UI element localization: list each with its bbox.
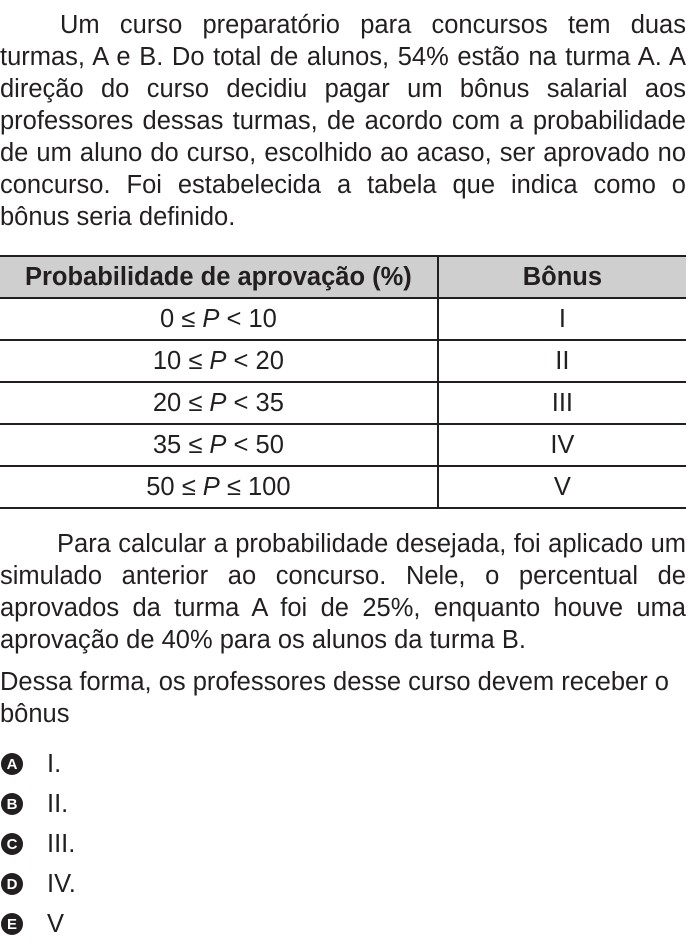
option-d[interactable] [0, 864, 686, 904]
context-paragraph: Para calcular a probabilidade desejada, foi aplicado um simulado anterior ao concurso. Nele, o percentual de aprovados da turma A foi de 25%, enquanto houve uma aprovação de 40% para os alunos da turma B. [0, 530, 686, 654]
option-e[interactable] [0, 904, 686, 944]
answer-options [0, 744, 686, 944]
table-row [0, 298, 686, 340]
bonus-cell: V [438, 466, 686, 508]
probability-range-cell: 50 ≤ P ≤ 100 [0, 466, 438, 508]
probability-range-cell: 10 ≤ P < 20 [0, 340, 438, 382]
header-probability: Probabilidade de aprovação (%) [0, 256, 438, 298]
option-b-text: II. [47, 789, 69, 818]
table-row [0, 382, 686, 424]
table-row [0, 340, 686, 382]
header-bonus: Bônus [438, 256, 686, 298]
table-row [0, 424, 686, 466]
option-b[interactable] [0, 784, 686, 824]
bonus-cell: I [438, 298, 686, 340]
bonus-cell: III [438, 382, 686, 424]
option-c-letter-icon: C [1, 833, 23, 855]
option-a[interactable] [0, 744, 686, 784]
option-e-text: V [47, 909, 65, 938]
option-c-text: III. [47, 829, 76, 858]
option-c[interactable] [0, 824, 686, 864]
option-d-text: IV. [47, 869, 76, 898]
option-d-letter-icon: D [1, 873, 23, 895]
option-a-text: I. [47, 749, 62, 778]
table-header-row [0, 256, 686, 298]
option-a-letter-icon: A [1, 753, 23, 775]
question-prompt: Dessa forma, os professores desse curso devem receber o bônus [0, 668, 669, 728]
bonus-cell: II [438, 340, 686, 382]
probability-range-cell: 35 ≤ P < 50 [0, 424, 438, 466]
intro-paragraph: Um curso preparatório para concursos tem duas turmas, A e B. Do total de alunos, 54% estão na turma A. A direção do curso decidiu pagar um bônus salarial aos professores dessas turmas, de acordo com a probabilidade de um aluno do curso, escolhido ao acaso, ser aprovado no concurso. Foi estabelecida a tabela que indica como o bônus seria definido. [0, 11, 686, 231]
bonus-table [0, 255, 686, 509]
option-b-letter-icon: B [1, 793, 23, 815]
table-row [0, 466, 686, 508]
probability-range-cell: 0 ≤ P < 10 [0, 298, 438, 340]
bonus-cell: IV [438, 424, 686, 466]
probability-range-cell: 20 ≤ P < 35 [0, 382, 438, 424]
option-e-letter-icon: E [1, 913, 23, 935]
